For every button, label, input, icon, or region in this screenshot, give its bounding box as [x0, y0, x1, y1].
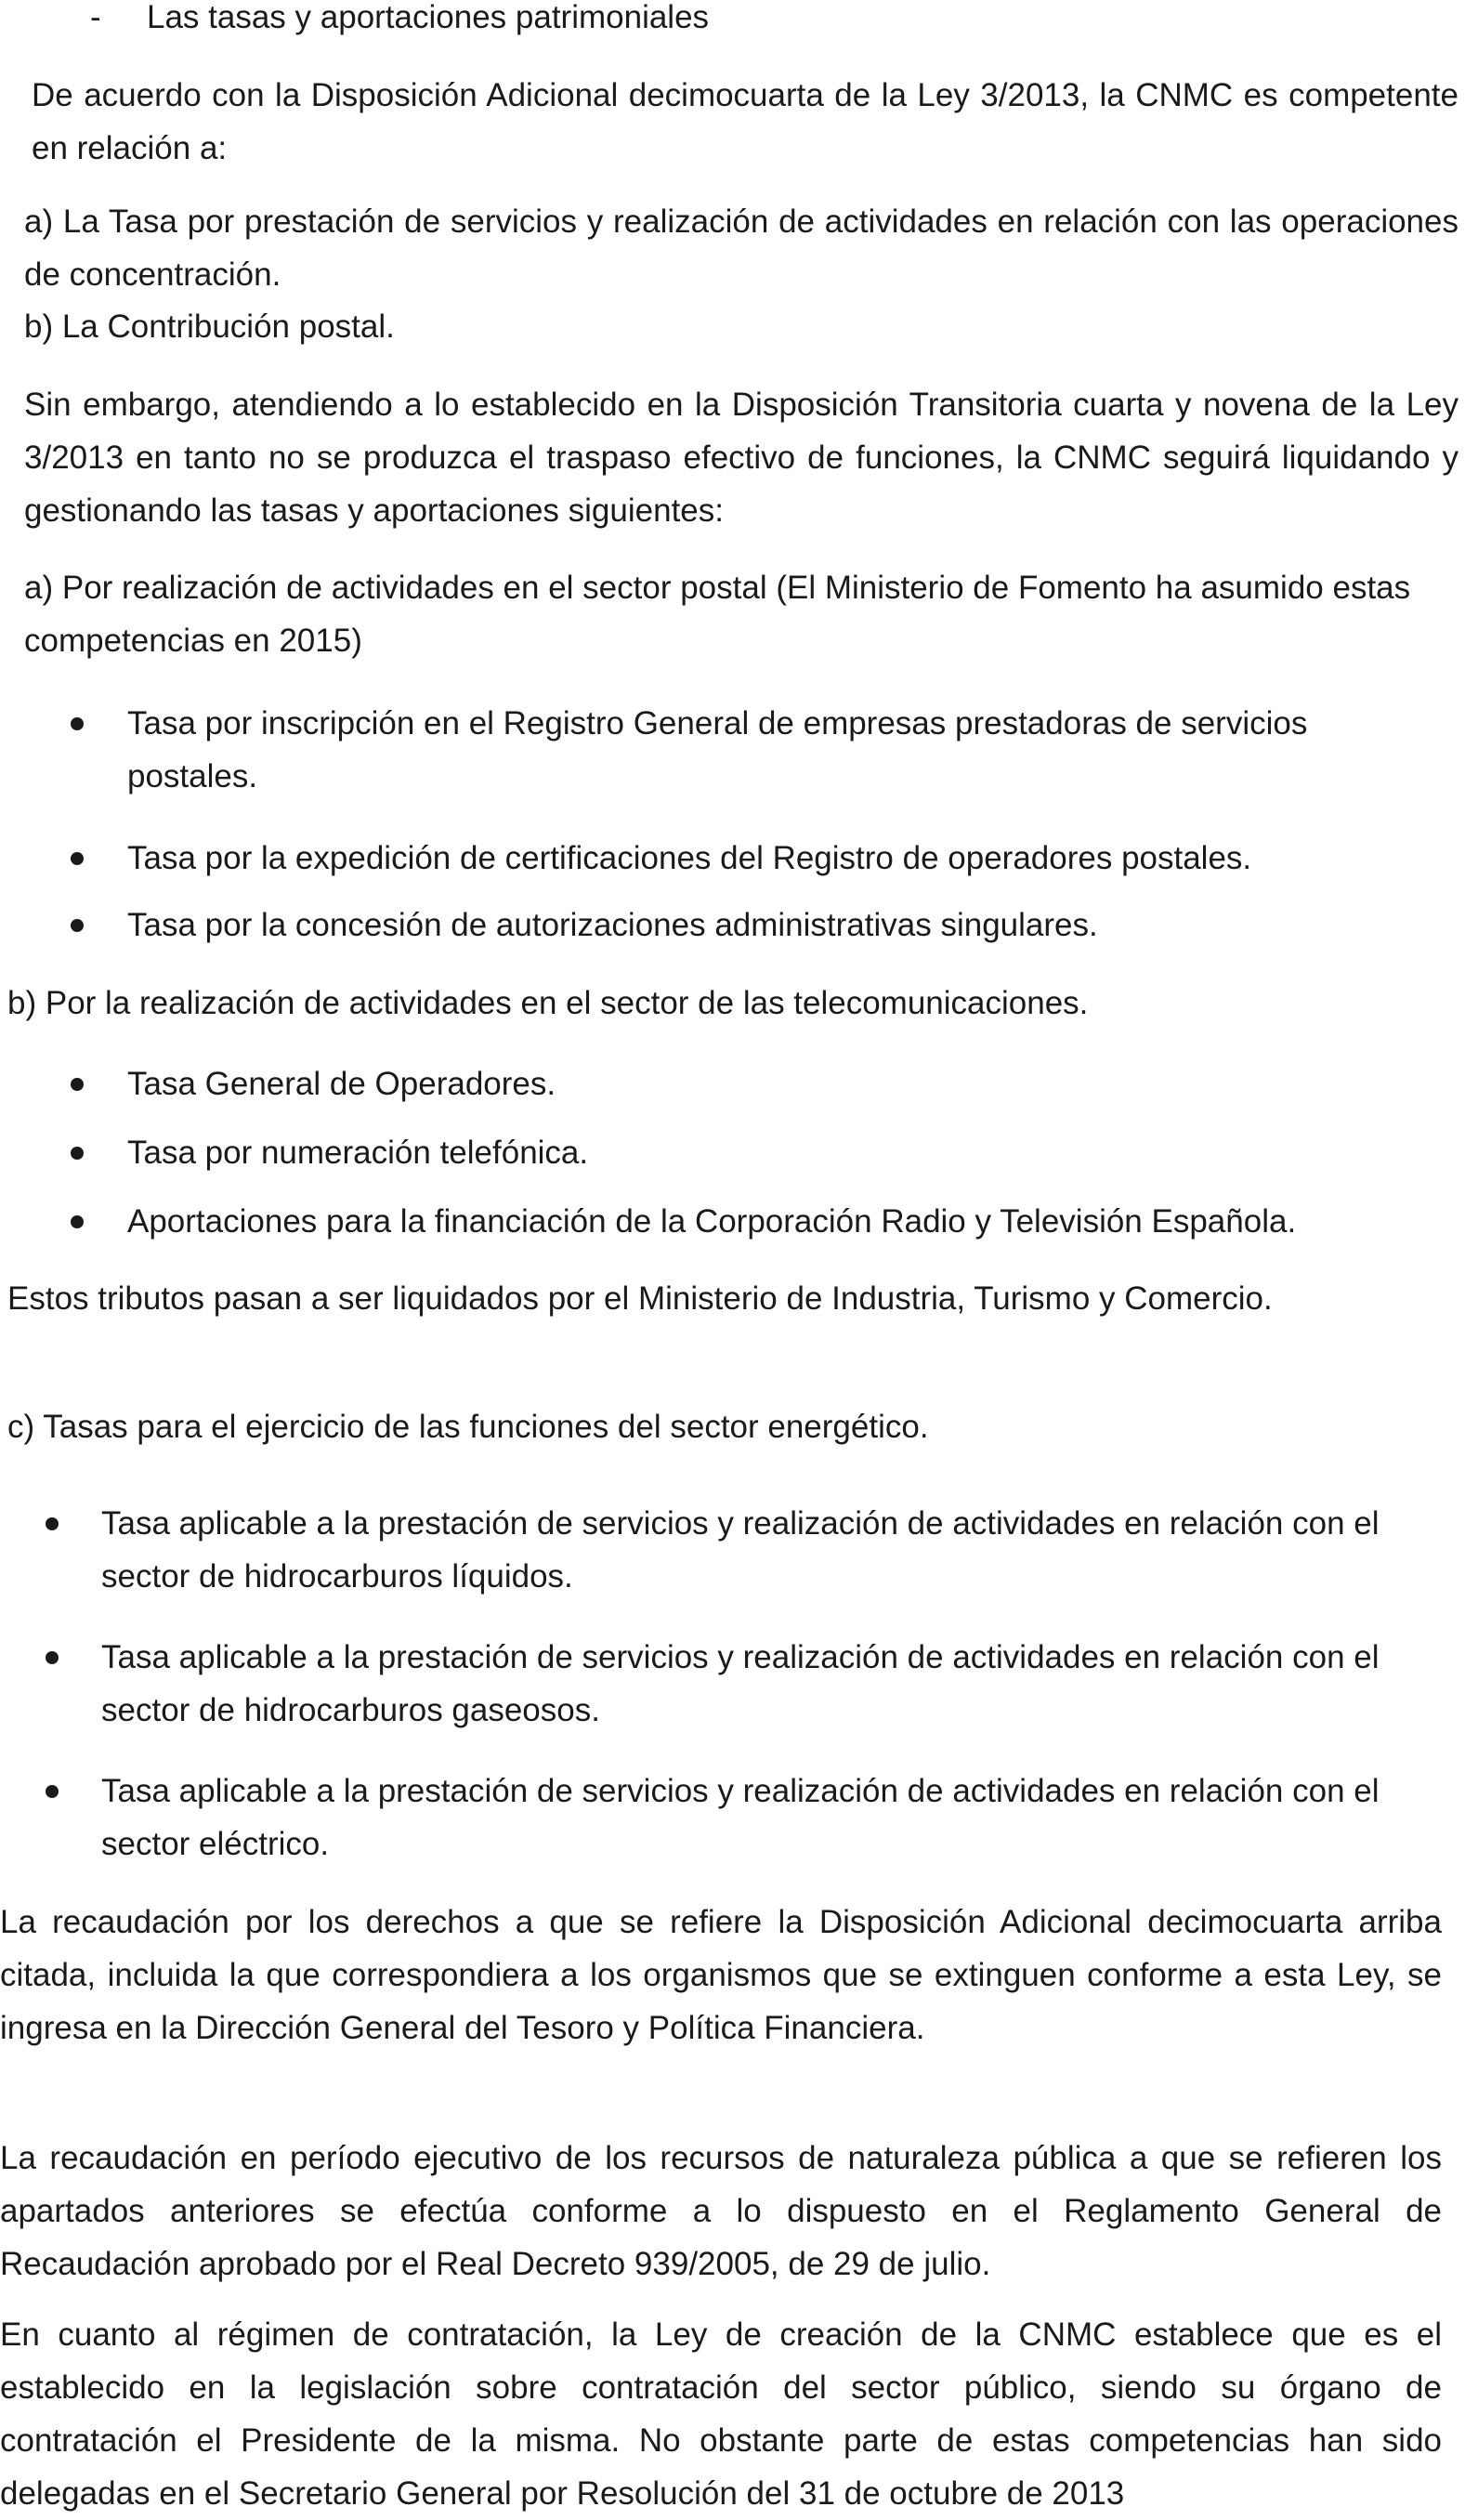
- bullet-icon: [46, 1785, 59, 1798]
- section-c-heading: c) Tasas para el ejercicio de las funciones del sector energético.: [7, 1409, 929, 1445]
- bullet-icon: [71, 1147, 84, 1160]
- section-b-bullet-2: Tasa por numeración telefónica.: [127, 1135, 589, 1171]
- bullet-icon: [46, 1651, 59, 1664]
- section-a-bullet-2: Tasa por la expedición de certificaciones del Registro de operadores postales.: [127, 840, 1252, 876]
- bullet-icon: [71, 852, 84, 865]
- section-b-heading: b) Por la realización de actividades en el sector de las telecomunicaciones.: [7, 985, 1089, 1021]
- paragraph-transitoria: Sin embargo, atendiendo a lo establecido en la Disposición Transitoria cuarta y novena de la Ley 3/2013 en tanto no se produzca el traspaso efectivo de funciones, la CNMC seguirá liquidando y gestionando las tasas y aportaciones siguientes:: [24, 387, 1458, 529]
- paragraph-competente: De acuerdo con la Disposición Adicional decimocuarta de la Ley 3/2013, la CNMC es competente en relación a:: [32, 77, 1458, 166]
- dash-marker: -: [90, 0, 101, 35]
- section-b-bullet-1: Tasa General de Operadores.: [127, 1066, 556, 1102]
- list-item-contribucion-postal: b) La Contribución postal.: [24, 308, 395, 345]
- list-item-tasa-concentracion: a) La Tasa por prestación de servicios y realización de actividades en relación con las operaciones de concentración.: [24, 203, 1458, 293]
- bullet-icon: [71, 919, 84, 932]
- paragraph-periodo-ejecutivo: La recaudación en período ejecutivo de los recursos de naturaleza pública a que se refieren los apartados anteriores se efectúa conforme a lo dispuesto en el Reglamento General de Recaudación aprobado por el Real Decreto 939/2005, de 29 de julio.: [0, 2140, 1442, 2282]
- paragraph-contratacion: En cuanto al régimen de contratación, la Ley de creación de la CNMC establece que es el establecido en la legislación sobre contratación del sector público, siendo su órgano de contratación el Presidente de la misma. No obstante parte de estas competencias han sido delegadas en el Secretario General por Resolución del 31 de octubre de 2013: [0, 2317, 1442, 2512]
- paragraph-recaudacion: La recaudación por los derechos a que se refiere la Disposición Adicional decimocuarta arriba citada, incluida la que correspondiera a los organismos que se extinguen conforme a esta Ley, se ingresa en la Dirección General del Tesoro y Política Financiera.: [0, 1904, 1442, 2046]
- section-c-bullet-3: Tasa aplicable a la prestación de servicios y realización de actividades en relación con el sector eléctrico.: [101, 1773, 1380, 1862]
- section-b-note: Estos tributos pasan a ser liquidados por el Ministerio de Industria, Turismo y Comercio.: [7, 1280, 1273, 1317]
- section-a-bullet-1: Tasa por inscripción en el Registro General de empresas prestadoras de servicios postales.: [127, 705, 1308, 794]
- section-a-heading: a) Por realización de actividades en el sector postal (El Ministerio de Fomento ha asumido estas competencias en 2015): [24, 570, 1411, 659]
- bullet-icon: [46, 1517, 59, 1530]
- dash-item-text: Las tasas y aportaciones patrimoniales: [147, 0, 710, 35]
- section-c-bullet-1: Tasa aplicable a la prestación de servicios y realización de actividades en relación con el sector de hidrocarburos líquidos.: [101, 1505, 1380, 1595]
- section-a-bullet-3: Tasa por la concesión de autorizaciones administrativas singulares.: [127, 907, 1098, 943]
- bullet-icon: [71, 1078, 84, 1091]
- section-c-bullet-2: Tasa aplicable a la prestación de servicios y realización de actividades en relación con el sector de hidrocarburos gaseosos.: [101, 1639, 1380, 1728]
- bullet-icon: [71, 1215, 84, 1228]
- bullet-icon: [71, 717, 84, 730]
- section-b-bullet-3: Aportaciones para la financiación de la Corporación Radio y Televisión Española.: [127, 1203, 1297, 1240]
